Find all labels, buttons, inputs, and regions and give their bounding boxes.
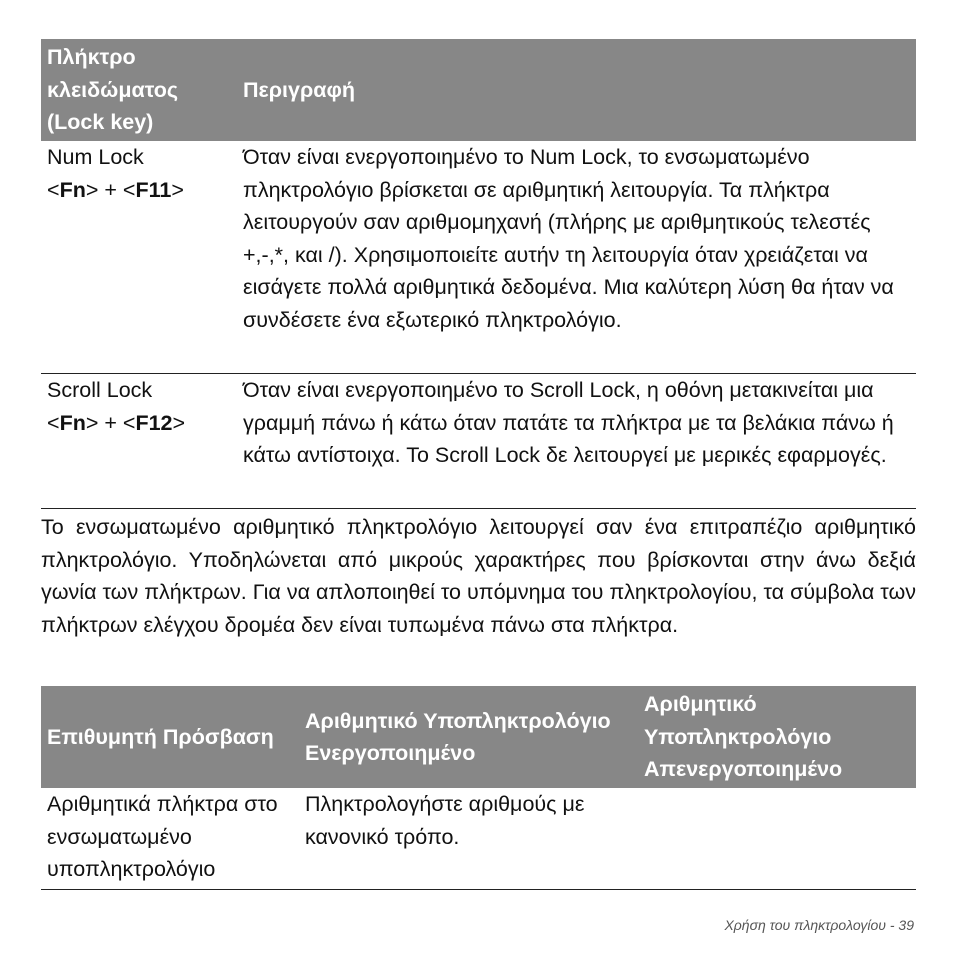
key-name: Scroll Lock — [47, 378, 153, 402]
keypad-access-table — [41, 686, 916, 890]
table-header-row — [41, 686, 916, 788]
key-name: Num Lock — [47, 145, 144, 169]
key-combo: <Fn> + <F12> — [47, 410, 186, 435]
table-header-row — [41, 39, 916, 141]
table-row — [41, 788, 916, 890]
header-keypad-off: Αριθμητικό Υποπληκτρολόγιο Απενεργοποιημένο — [638, 686, 916, 788]
keypad-on-cell: Πληκτρολογήστε αριθμούς με κανονικό τρόπο. — [299, 788, 638, 890]
lock-keys-table — [41, 39, 916, 509]
keypad-off-cell — [638, 788, 916, 890]
fn-key: Fn — [59, 177, 86, 202]
key-combo: <Fn> + <F11> — [47, 177, 184, 202]
table-row — [41, 374, 916, 509]
lock-key-cell — [41, 374, 237, 509]
fn-key: Fn — [59, 410, 86, 435]
header-keypad-on: Αριθμητικό Υποπληκτρολόγιο Ενεργοποιημένο — [299, 686, 638, 788]
access-cell: Αριθμητικά πλήκτρα στο ενσωματωμένο υποπληκτρολόγιο — [41, 788, 299, 890]
description-cell: Όταν είναι ενεργοποιημένο το Scroll Lock, η οθόνη μετακινείται μια γραμμή πάνω ή κάτω όταν πατάτε τα πλήκτρα με τα βελάκια πάνω ή κάτω αντίστοιχα. Το Scroll Lock δε λειτουργεί με μερικές εφαρμογές. — [237, 374, 916, 509]
page-footer: Χρήση του πληκτρολογίου - 39 — [724, 917, 914, 933]
f12-key: F12 — [135, 410, 173, 435]
header-lock-key: Πλήκτρο κλειδώματος (Lock key) — [41, 39, 237, 141]
header-description: Περιγραφή — [237, 39, 916, 141]
lock-key-cell — [41, 141, 237, 374]
f11-key: F11 — [135, 177, 172, 202]
body-paragraph: Το ενσωματωμένο αριθμητικό πληκτρολόγιο λειτουργεί σαν ένα επιτραπέζιο αριθμητικό πληκτρολόγιο. Υποδηλώνεται από μικρούς χαρακτήρες που βρίσκονται στην άνω δεξιά γωνία των πλήκτρων. Για να απλοποιηθεί το υπόμνημα του πληκτρολογίου, τα σύμβολα των πλήκτρων ελέγχου δρομέα δεν είναι τυπωμένα πάνω στα πλήκτρα. — [41, 515, 916, 637]
description-cell: Όταν είναι ενεργοποιημένο το Num Lock, το ενσωματωμένο πληκτρολόγιο βρίσκεται σε αριθμητική λειτουργία. Τα πλήκτρα λειτουργούν σαν αριθμομηχανή (πλήρης με αριθμητικούς τελεστές +,-,*, και /). Χρησιμοποιείτε αυτήν τη λειτουργία όταν χρειάζεται να εισάγετε πολλά αριθμητικά δεδομένα. Μια καλύτερη λύση θα ήταν να συνδέσετε ένα εξωτερικό πληκτρολόγιο. — [237, 141, 916, 374]
table-row — [41, 141, 916, 374]
header-desired-access: Επιθυμητή Πρόσβαση — [41, 686, 299, 788]
